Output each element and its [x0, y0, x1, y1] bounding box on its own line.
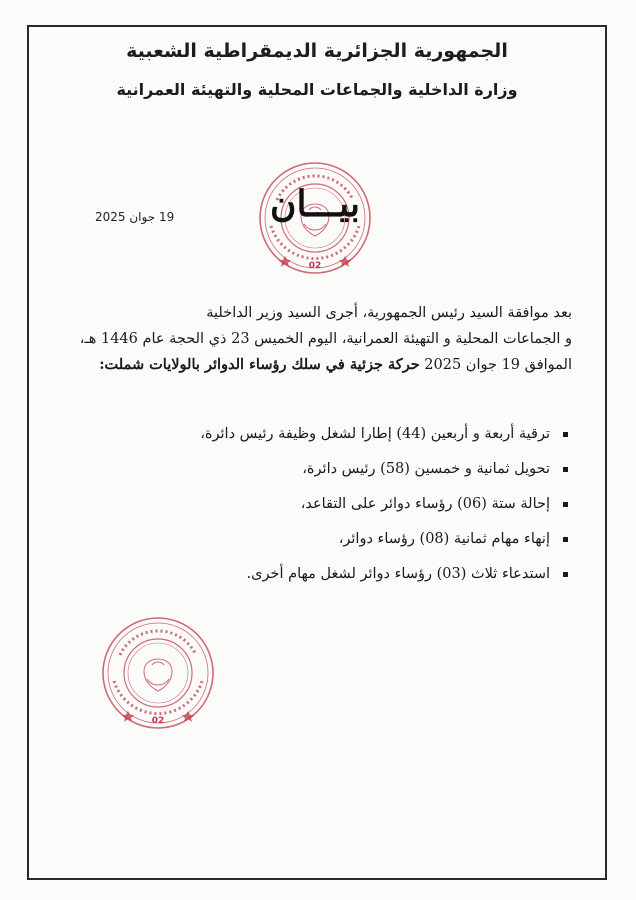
decisions-list	[62, 420, 572, 595]
list-item: تحويل ثمانية و خمسين (58) رئيس دائرة،	[62, 455, 572, 490]
list-item: إنهاء مهام ثمانية (08) رؤساء دوائر،	[62, 525, 572, 560]
document-title: بيـــان	[270, 183, 360, 225]
bullet-icon	[563, 502, 568, 507]
stamp-number: 02	[151, 716, 165, 726]
list-item: ترقية أربعة و أربعين (44) إطارا لشغل وظيفة رئيس دائرة،	[62, 420, 572, 455]
republic-heading: الجمهورية الجزائرية الديمقراطية الشعبية	[126, 40, 508, 62]
document-date: 19 جوان 2025	[95, 210, 175, 224]
list-item: استدعاء ثلاث (03) رؤساء دوائر لشغل مهام أخرى.	[62, 560, 572, 595]
list-item: إحالة ستة (06) رؤساء دوائر على التقاعد،	[62, 490, 572, 525]
intro-line-3	[62, 352, 572, 378]
intro-line-3-subject: حركة جزئية في سلك رؤساء الدوائر بالولايات شملت:	[99, 356, 420, 373]
bullet-icon	[563, 467, 568, 472]
intro-line-2: و الجماعات المحلية و التهيئة العمرانية، اليوم الخميس 23 ذي الحجة عام 1446 هـ،	[79, 331, 572, 347]
intro-line-1: بعد موافقة السيد رئيس الجمهورية، أجرى السيد وزير الداخلية	[206, 305, 572, 321]
intro-line-3-date: الموافق 19 جوان 2025	[424, 357, 572, 373]
bullet-icon	[563, 537, 568, 542]
bullet-icon	[563, 432, 568, 437]
ministry-heading: وزارة الداخلية والجماعات المحلية والتهيئة العمرانية	[116, 80, 518, 99]
official-seal-stamp-bottom	[100, 615, 216, 731]
stamp-number: 02	[308, 261, 322, 271]
bullet-icon	[563, 572, 568, 577]
intro-paragraph	[62, 300, 572, 378]
